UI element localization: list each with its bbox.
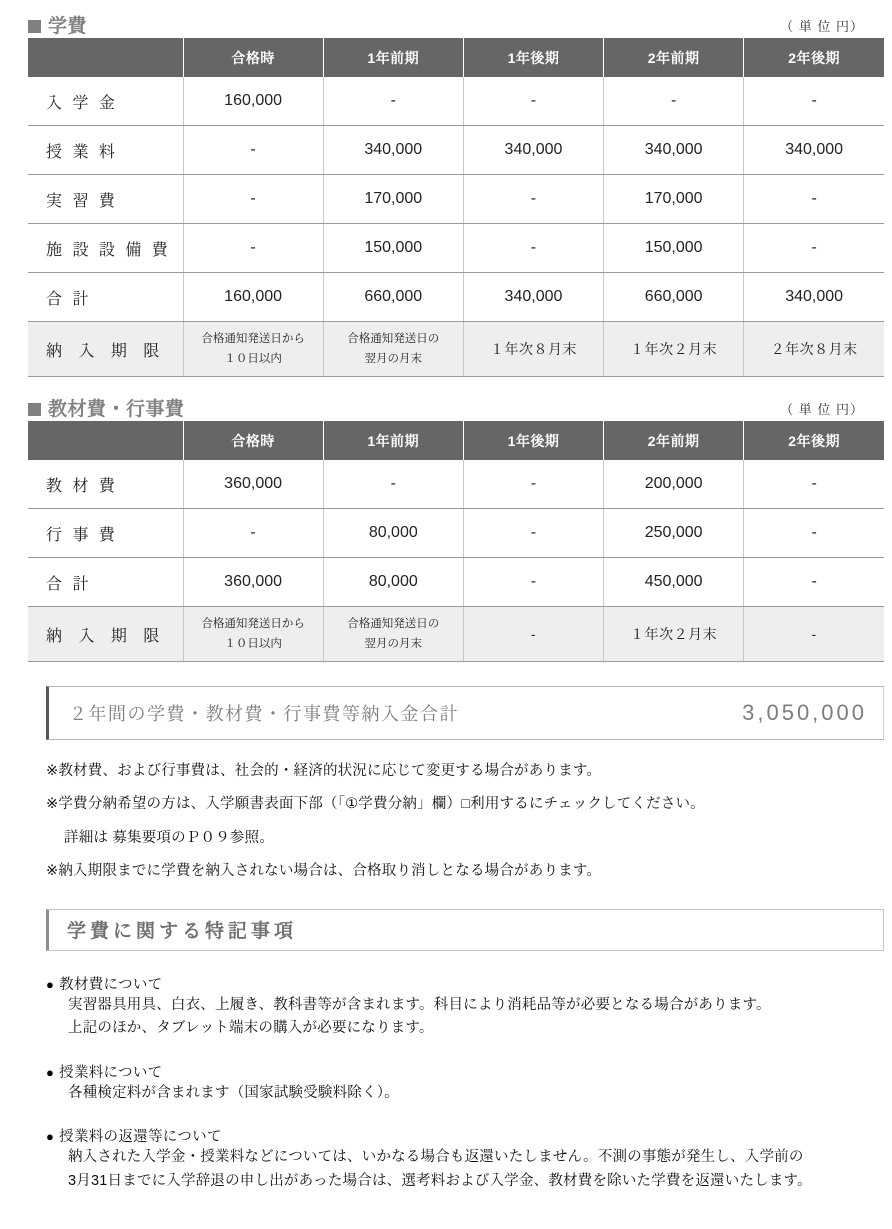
table-header-row: [28, 38, 884, 77]
table-cell: 360,000: [183, 460, 323, 509]
table-cell: 340,000: [744, 273, 884, 322]
special-notes-bullets: [46, 973, 886, 1193]
tuition-section-header: [18, 0, 874, 38]
column-header-blank: [28, 421, 183, 460]
row-label: 授 業 料: [28, 126, 183, 175]
materials-section-title: 教材費・行事費: [48, 399, 185, 420]
column-header-y1-second-term: 1年後期: [463, 421, 603, 460]
square-marker-icon: [28, 20, 41, 33]
bullet-body-line: 実習器具用具、白衣、上履き、教科書等が含まれます。科目により消耗品等が必要となる場合があります。: [68, 996, 771, 1013]
table-cell: -: [744, 77, 884, 126]
table-cell: 340,000: [323, 126, 463, 175]
table-cell: 160,000: [183, 77, 323, 126]
deadline-cell: 合格通知発送日から １０日以内: [183, 607, 323, 662]
table-cell: 340,000: [463, 273, 603, 322]
table-cell: 170,000: [604, 175, 744, 224]
table-row-total: [28, 273, 884, 322]
table-row: [28, 77, 884, 126]
table-cell: -: [183, 509, 323, 558]
table-cell: 150,000: [604, 224, 744, 273]
deadline-cell: １年次２月末: [604, 607, 744, 662]
tuition-section-title: 学費: [48, 16, 88, 37]
tuition-unit-note: （ 単 位 円）: [780, 19, 864, 34]
deadline-cell: -: [744, 607, 884, 662]
row-label: 合 計: [28, 558, 183, 607]
row-label: 納 入 期 限: [28, 322, 183, 377]
column-header-y1-first-term: 1年前期: [323, 38, 463, 77]
square-marker-icon: [28, 403, 41, 416]
table-cell: -: [744, 509, 884, 558]
table-cell: 450,000: [604, 558, 744, 607]
table-cell: -: [463, 77, 603, 126]
bullet-title: [46, 1125, 886, 1146]
table-cell: 150,000: [323, 224, 463, 273]
note-item: 詳細は 募集要項のＰ０９参照。: [64, 829, 275, 846]
table-row-payment-deadline: [28, 607, 884, 662]
note-item: ※納入期限までに学費を納入されない場合は、合格取り消しとなる場合があります。: [46, 863, 602, 880]
grand-total-box: [46, 686, 884, 740]
deadline-cell: -: [463, 607, 603, 662]
table-cell: -: [744, 175, 884, 224]
bullet-block-materials: [46, 973, 886, 1041]
special-notes-panel-heading: 学費に関する特記事項: [46, 909, 884, 951]
deadline-cell: 合格通知発送日から １０日以内: [183, 322, 323, 377]
table-cell: 250,000: [604, 509, 744, 558]
bullet-title: [46, 1061, 886, 1082]
bullet-dot-icon: ●: [46, 1129, 55, 1145]
bullet-block-tuition: [46, 1061, 886, 1105]
table-row-payment-deadline: [28, 322, 884, 377]
table-row: [28, 460, 884, 509]
column-header-y2-first-term: 2年前期: [604, 38, 744, 77]
materials-fee-table: [28, 421, 884, 662]
column-header-y2-first-term: 2年前期: [604, 421, 744, 460]
table-row: [28, 509, 884, 558]
table-cell: 160,000: [183, 273, 323, 322]
deadline-cell: 合格通知発送日の 翌月の月末: [323, 322, 463, 377]
table-cell: 340,000: [744, 126, 884, 175]
table-cell: -: [183, 126, 323, 175]
materials-unit-note: （ 単 位 円）: [780, 402, 864, 417]
table-cell: -: [463, 175, 603, 224]
column-header-y2-second-term: 2年後期: [744, 421, 884, 460]
table-cell: 170,000: [323, 175, 463, 224]
bullet-block-refund: [46, 1125, 886, 1193]
table-cell: -: [463, 509, 603, 558]
row-label: 行 事 費: [28, 509, 183, 558]
table-header-row: [28, 421, 884, 460]
bullet-body-line: 納入された入学金・授業料などについては、いかなる場合も返還いたしません。不測の事態が発生し、入学前の: [68, 1149, 804, 1166]
table-cell: 80,000: [323, 558, 463, 607]
bullet-title: [46, 973, 886, 994]
table-row: [28, 224, 884, 273]
table-cell: -: [463, 224, 603, 273]
table-cell: -: [323, 460, 463, 509]
row-label: 施 設 設 備 費: [28, 224, 183, 273]
table-cell: -: [183, 224, 323, 273]
column-header-y2-second-term: 2年後期: [744, 38, 884, 77]
table-cell: 340,000: [604, 126, 744, 175]
row-label: 実 習 費: [28, 175, 183, 224]
bullet-title-text: 教材費について: [59, 976, 163, 993]
table-cell: 660,000: [323, 273, 463, 322]
bullet-dot-icon: ●: [46, 976, 55, 992]
table-cell: 200,000: [604, 460, 744, 509]
table-row: [28, 175, 884, 224]
notes-list: [46, 760, 886, 883]
column-header-y1-first-term: 1年前期: [323, 421, 463, 460]
bullet-body-line: 各種検定料が含まれます（国家試験受験料除く）。: [68, 1084, 399, 1101]
table-cell: 660,000: [604, 273, 744, 322]
tuition-section-title-group: [28, 17, 87, 36]
table-cell: -: [323, 77, 463, 126]
table-cell: -: [744, 224, 884, 273]
bullet-title-text: 授業料について: [59, 1064, 163, 1081]
bullet-body-line: 上記のほか、タブレット端末の購入が必要になります。: [68, 1020, 434, 1037]
grand-total-label: ２年間の学費・教材費・行事費等納入金合計: [69, 704, 459, 724]
table-row-total: [28, 558, 884, 607]
row-label: 納 入 期 限: [28, 607, 183, 662]
tuition-fee-table: [28, 38, 884, 377]
table-cell: -: [463, 460, 603, 509]
table-cell: -: [604, 77, 744, 126]
table-cell: 360,000: [183, 558, 323, 607]
deadline-cell: ２年次８月末: [744, 322, 884, 377]
grand-total-value: 3,050,000: [742, 700, 867, 725]
column-header-y1-second-term: 1年後期: [463, 38, 603, 77]
row-label: 合 計: [28, 273, 183, 322]
table-cell: -: [744, 558, 884, 607]
deadline-cell: １年次２月末: [604, 322, 744, 377]
bullet-body-line: 3月31日までに入学辞退の申し出があった場合は、選考料および入学金、教材費を除いた学費を返還いたします。: [68, 1172, 812, 1189]
column-header-blank: [28, 38, 183, 77]
table-row: [28, 126, 884, 175]
row-label: 入 学 金: [28, 77, 183, 126]
column-header-on-acceptance: 合格時: [183, 421, 323, 460]
table-cell: -: [463, 558, 603, 607]
deadline-cell: １年次８月末: [463, 322, 603, 377]
note-item: ※教材費、および行事費は、社会的・経済的状況に応じて変更する場合があります。: [46, 763, 602, 779]
table-cell: -: [744, 460, 884, 509]
deadline-cell: 合格通知発送日の 翌月の月末: [323, 607, 463, 662]
table-cell: -: [183, 175, 323, 224]
column-header-on-acceptance: 合格時: [183, 38, 323, 77]
note-item: ※学費分納希望の方は、入学願書表面下部（「①学費分納」欄）□利用するにチェックしてください。: [46, 796, 705, 813]
bullet-dot-icon: ●: [46, 1064, 55, 1080]
table-cell: 340,000: [463, 126, 603, 175]
materials-section-title-group: [28, 400, 185, 419]
bullet-title-text: 授業料の返還等について: [59, 1129, 222, 1146]
table-cell: 80,000: [323, 509, 463, 558]
materials-section-header: [18, 377, 874, 421]
row-label: 教 材 費: [28, 460, 183, 509]
